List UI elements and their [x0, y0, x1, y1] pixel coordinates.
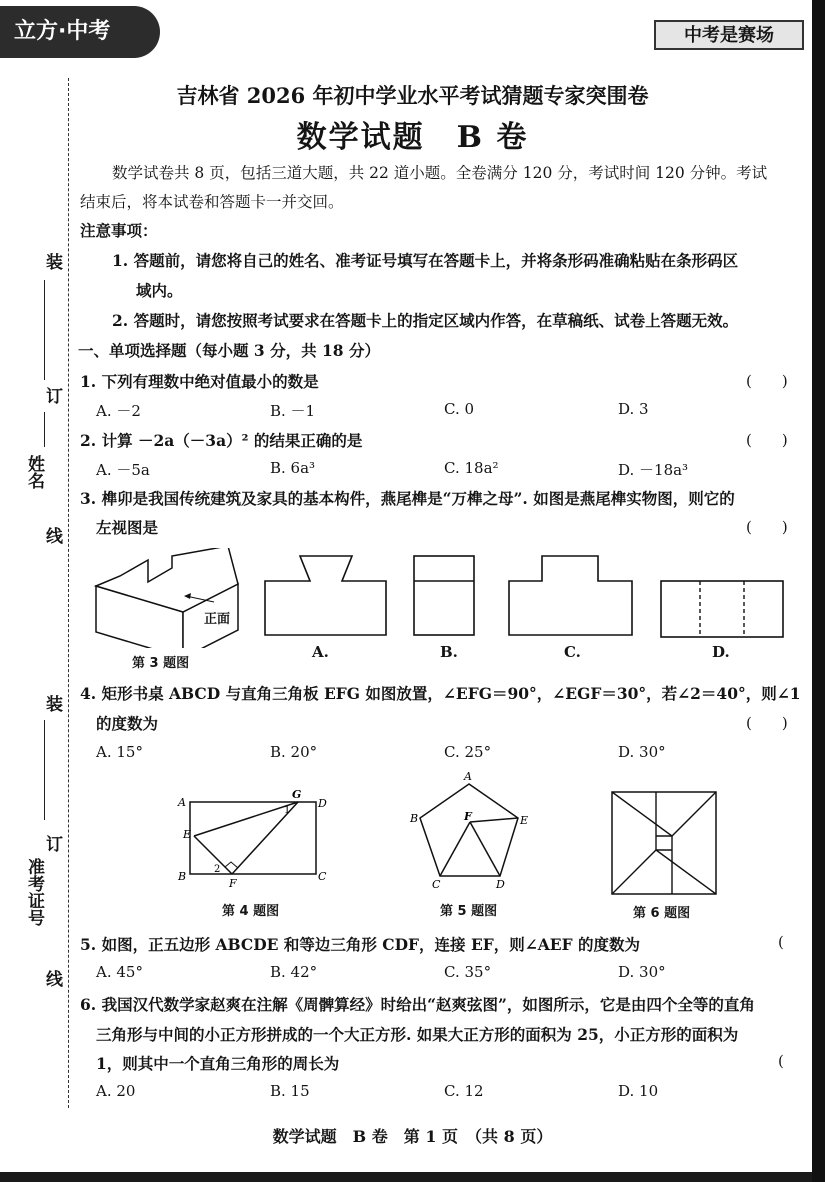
q1-option-a: A. －2 — [96, 402, 141, 420]
fig4-label-a: A — [178, 796, 186, 809]
q3-option-c: C. — [564, 643, 581, 661]
fig5-label-f: F — [464, 810, 472, 823]
front-label: 正面 — [204, 612, 231, 627]
q2-answer-paren: ( ) — [746, 431, 788, 449]
rectangle-desk-figure — [174, 786, 340, 890]
pentagon-figure — [408, 770, 532, 890]
q4-option-a: A. 15° — [96, 743, 143, 761]
fig4-label-d: D — [318, 797, 327, 810]
q6-option-d: D. 10 — [618, 1082, 659, 1100]
exam-title: 吉林省 2026 年初中学业水平考试猜题专家突围卷 — [176, 83, 649, 108]
subject-title: 数学试题 B 卷 — [296, 120, 529, 155]
q1-option-d: D. 3 — [618, 400, 649, 418]
section-heading: 一、单项选择题（每小题 3 分，共 18 分） — [78, 341, 380, 360]
fig4-label-g: G — [292, 788, 302, 801]
fig5-label-b: B — [410, 812, 419, 825]
q5-option-a: A. 45° — [96, 963, 143, 981]
binding-char-ding-2: 订 — [46, 835, 63, 855]
q5-option-d: D. 30° — [618, 963, 666, 981]
binding-dashed-line — [68, 78, 69, 1108]
q6-figure-caption: 第 6 题图 — [633, 906, 691, 921]
q1-option-c: C. 0 — [444, 400, 475, 418]
note-2: 2. 答题时，请您按照考试要求在答题卡上的指定区域内作答，在草稿纸、试卷上答题无效。 — [112, 311, 739, 330]
q6-stem-line-3: 1，则其中一个直角三角形的周长为 — [96, 1054, 340, 1073]
q2-option-c: C. 18a² — [444, 459, 499, 477]
intro-line-1: 数学试卷共 8 页，包括三道大题，共 22 道小题。全卷满分 120 分，考试时间 120 分钟。考试 — [112, 164, 768, 182]
name-underline-2 — [44, 412, 45, 447]
q3-option-d: D. — [712, 643, 730, 661]
id-underline — [44, 720, 45, 820]
q4-stem-line-1: 4. 矩形书桌 ABCD 与直角三角板 EFG 如图放置，∠EFG＝90°，∠EGF＝30°，若∠2＝40°，则∠1 — [80, 684, 801, 703]
fig4-angle-2: 2 — [214, 864, 221, 875]
q3-stem-line-2: 左视图是 — [96, 518, 159, 537]
binding-char-xian: 线 — [46, 527, 63, 547]
q5-stem: 5. 如图，正五边形 ABCDE 和等边三角形 CDF，连接 EF，则∠AEF 的度数为 — [80, 935, 640, 954]
fig4-label-e: E — [183, 828, 192, 841]
q4-answer-paren: ( ) — [746, 714, 788, 732]
id-label: 准考证号 — [24, 858, 44, 926]
intro-line-2: 结束后，将本试卷和答题卡一并交回。 — [80, 193, 344, 211]
zhaoshuang-diagram — [610, 790, 720, 896]
q6-stem-line-2: 三角形与中间的小正方形拼成的一个大正方形. 如果大正方形的面积为 25，小正方形的面积为 — [96, 1025, 739, 1044]
q6-answer-paren: ( — [778, 1052, 784, 1070]
q3-option-a-figure — [264, 555, 388, 637]
fig5-label-d: D — [496, 878, 505, 890]
fig5-label-c: C — [432, 878, 441, 890]
q4-option-b: B. 20° — [270, 743, 318, 761]
binding-char-zhuang: 装 — [46, 253, 63, 273]
note-1-line-2: 域内。 — [136, 281, 183, 300]
binding-char-xian-2: 线 — [46, 970, 63, 990]
fig4-label-c: C — [318, 870, 327, 883]
notes-heading: 注意事项： — [80, 221, 158, 240]
q1-answer-paren: ( ) — [746, 372, 788, 390]
fig4-angle-1: 1 — [284, 805, 291, 816]
note-1-line-1: 1. 答题前，请您将自己的姓名、准考证号填写在答题卡上，并将条形码准确粘贴在条形码区 — [112, 251, 739, 270]
dovetail-tenon-figure — [88, 548, 250, 648]
q6-option-a: A. 20 — [96, 1082, 136, 1100]
tagline-box: 中考是赛场 — [654, 20, 804, 50]
q5-figure-caption: 第 5 题图 — [440, 904, 498, 919]
q3-figure-caption: 第 3 题图 — [132, 656, 190, 671]
q6-option-b: B. 15 — [270, 1082, 310, 1100]
q3-answer-paren: ( ) — [746, 518, 788, 536]
q4-figure-caption: 第 4 题图 — [222, 904, 280, 919]
q3-option-b: B. — [440, 643, 458, 661]
right-scan-edge — [812, 0, 825, 1182]
q1-option-b: B. －1 — [270, 402, 316, 420]
binding-char-ding: 订 — [46, 387, 63, 407]
name-label: 姓名 — [24, 455, 44, 489]
q2-stem: 2. 计算 －2a（－3a）² 的结果正确的是 — [80, 431, 363, 450]
q5-option-c: C. 35° — [444, 963, 492, 981]
page-footer: 数学试题 B 卷 第 1 页 （共 8 页） — [272, 1127, 553, 1146]
q4-stem-line-2: 的度数为 — [96, 714, 159, 733]
q4-option-d: D. 30° — [618, 743, 666, 761]
fig5-label-a: A — [464, 770, 472, 783]
q6-stem-line-1: 6. 我国汉代数学家赵爽在注解《周髀算经》时给出“赵爽弦图”，如图所示，它是由四个全等的直角 — [80, 995, 755, 1014]
q3-option-a: A. — [312, 643, 329, 661]
fig5-label-e: E — [520, 814, 529, 827]
q3-option-c-figure — [508, 555, 634, 637]
q2-option-a: A. －5a — [96, 461, 150, 479]
q2-option-b: B. 6a³ — [270, 459, 316, 477]
fig4-label-b: B — [178, 870, 187, 883]
q4-option-c: C. 25° — [444, 743, 492, 761]
q3-option-d-figure — [660, 580, 784, 638]
q3-stem-line-1: 3. 榫卯是我国传统建筑及家具的基本构件，燕尾榫是“万榫之母”. 如图是燕尾榫实物图，则它的 — [80, 489, 735, 508]
name-underline — [44, 280, 45, 380]
brand-banner: 立方·中考 — [0, 6, 160, 58]
bottom-scan-edge — [0, 1172, 825, 1182]
q5-option-b: B. 42° — [270, 963, 318, 981]
q5-answer-paren: ( — [778, 933, 784, 951]
binding-char-zhuang-2: 装 — [46, 695, 63, 715]
q2-option-d: D. －18a³ — [618, 461, 689, 479]
q3-option-b-figure — [413, 555, 475, 637]
fig4-label-f: F — [229, 877, 237, 890]
q6-option-c: C. 12 — [444, 1082, 484, 1100]
q1-stem: 1. 下列有理数中绝对值最小的数是 — [80, 372, 319, 391]
